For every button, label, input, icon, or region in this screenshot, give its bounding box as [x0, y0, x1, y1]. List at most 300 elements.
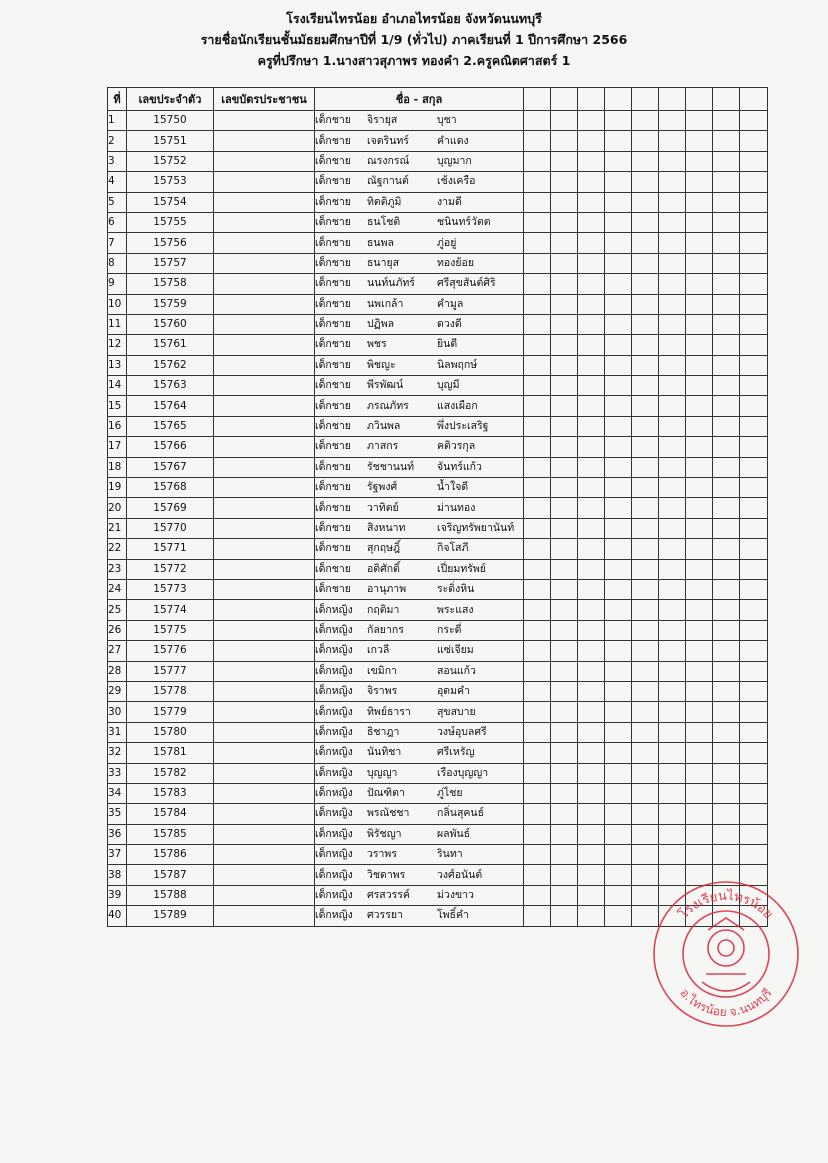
blank-column-header	[524, 88, 551, 111]
national-id-cell	[214, 416, 315, 436]
blank-cell	[632, 579, 659, 599]
student-name	[315, 131, 524, 151]
blank-cell	[740, 885, 768, 905]
student-name	[315, 559, 524, 579]
last-name: บุญมี	[437, 379, 460, 392]
column-header-student-id: เลขประจำตัว	[127, 88, 214, 111]
blank-cell	[524, 865, 551, 885]
table-row	[108, 681, 768, 701]
blank-cell	[713, 111, 740, 131]
blank-cell	[551, 192, 578, 212]
blank-cell	[686, 845, 713, 865]
blank-cell	[659, 518, 686, 538]
national-id-cell	[214, 600, 315, 620]
name-prefix: เด็กชาย	[315, 583, 351, 596]
table-row	[108, 804, 768, 824]
last-name: อุดมคำ	[437, 685, 470, 698]
student-id: 15753	[127, 172, 214, 192]
first-name: พรณัชชา	[367, 807, 410, 820]
blank-cell	[686, 376, 713, 396]
student-name	[315, 437, 524, 457]
blank-cell	[686, 274, 713, 294]
blank-cell	[686, 579, 713, 599]
blank-cell	[632, 824, 659, 844]
student-id: 15771	[127, 539, 214, 559]
row-number: 18	[108, 457, 127, 477]
row-number: 38	[108, 865, 127, 885]
student-id: 15785	[127, 824, 214, 844]
blank-cell	[659, 804, 686, 824]
blank-cell	[578, 172, 605, 192]
blank-column-header	[686, 88, 713, 111]
last-name: ดวงดี	[437, 318, 462, 331]
national-id-cell	[214, 131, 315, 151]
blank-cell	[632, 233, 659, 253]
blank-cell	[659, 416, 686, 436]
name-prefix: เด็กหญิง	[315, 807, 353, 820]
national-id-cell	[214, 559, 315, 579]
first-name: จิรายุส	[367, 114, 398, 127]
row-number: 2	[108, 131, 127, 151]
table-row	[108, 478, 768, 498]
row-number: 37	[108, 845, 127, 865]
table-header-row	[108, 88, 768, 111]
last-name: งามดี	[437, 195, 462, 208]
row-number: 4	[108, 172, 127, 192]
blank-cell	[605, 212, 632, 232]
blank-cell	[605, 437, 632, 457]
blank-cell	[524, 579, 551, 599]
last-name: ผลพันธ์	[437, 827, 471, 840]
name-prefix: เด็กหญิง	[315, 909, 353, 922]
blank-cell	[551, 376, 578, 396]
first-name: ณรงกรณ์	[367, 154, 410, 167]
blank-cell	[578, 376, 605, 396]
blank-cell	[578, 131, 605, 151]
blank-cell	[605, 416, 632, 436]
blank-cell	[686, 314, 713, 334]
blank-cell	[551, 559, 578, 579]
blank-cell	[605, 661, 632, 681]
blank-cell	[578, 579, 605, 599]
student-id: 15773	[127, 579, 214, 599]
first-name: เขมิกา	[367, 664, 397, 677]
blank-cell	[740, 437, 768, 457]
student-id: 15762	[127, 355, 214, 375]
blank-cell	[740, 559, 768, 579]
row-number: 16	[108, 416, 127, 436]
blank-cell	[578, 111, 605, 131]
blank-cell	[524, 783, 551, 803]
blank-cell	[659, 335, 686, 355]
blank-cell	[632, 314, 659, 334]
last-name: โพธิ์คำ	[437, 909, 469, 922]
blank-cell	[713, 518, 740, 538]
blank-cell	[605, 111, 632, 131]
national-id-cell	[214, 253, 315, 273]
first-name: ปัณฑิตา	[367, 787, 405, 800]
last-name: พึ่งประเสริฐ	[437, 420, 489, 433]
blank-cell	[632, 539, 659, 559]
name-prefix: เด็กชาย	[315, 522, 351, 534]
name-prefix: เด็กหญิง	[315, 705, 353, 718]
national-id-cell	[214, 783, 315, 803]
table-row	[108, 396, 768, 416]
row-number: 35	[108, 804, 127, 824]
blank-cell	[578, 845, 605, 865]
first-name: ศรสวรรค์	[367, 889, 410, 902]
blank-cell	[578, 478, 605, 498]
name-prefix: เด็กชาย	[315, 440, 351, 453]
student-id: 15767	[127, 457, 214, 477]
blank-cell	[551, 743, 578, 763]
blank-cell	[524, 661, 551, 681]
blank-cell	[605, 376, 632, 396]
blank-cell	[740, 681, 768, 701]
blank-cell	[740, 804, 768, 824]
blank-cell	[632, 335, 659, 355]
first-name: กัลยากร	[367, 623, 404, 636]
national-id-cell	[214, 661, 315, 681]
blank-cell	[524, 172, 551, 192]
blank-cell	[632, 702, 659, 722]
blank-cell	[713, 620, 740, 640]
student-id: 15750	[127, 111, 214, 131]
student-name	[315, 600, 524, 620]
national-id-cell	[214, 437, 315, 457]
blank-cell	[578, 865, 605, 885]
national-id-cell	[214, 335, 315, 355]
name-prefix: เด็กชาย	[315, 195, 351, 208]
blank-cell	[551, 763, 578, 783]
table-row	[108, 274, 768, 294]
blank-cell	[551, 131, 578, 151]
student-id: 15780	[127, 722, 214, 742]
blank-cell	[713, 457, 740, 477]
blank-cell	[659, 783, 686, 803]
student-id: 15756	[127, 233, 214, 253]
blank-cell	[659, 498, 686, 518]
national-id-cell	[214, 763, 315, 783]
blank-cell	[578, 600, 605, 620]
blank-cell	[524, 192, 551, 212]
blank-cell	[551, 824, 578, 844]
blank-cell	[632, 804, 659, 824]
blank-cell	[713, 641, 740, 661]
blank-cell	[524, 763, 551, 783]
blank-cell	[605, 824, 632, 844]
blank-cell	[578, 885, 605, 905]
blank-cell	[578, 906, 605, 926]
first-name: อติศักดิ์	[367, 562, 400, 575]
blank-cell	[740, 111, 768, 131]
name-prefix: เด็กชาย	[315, 460, 351, 473]
blank-cell	[659, 111, 686, 131]
blank-cell	[551, 437, 578, 457]
row-number: 36	[108, 824, 127, 844]
blank-cell	[740, 783, 768, 803]
blank-cell	[659, 457, 686, 477]
row-number: 28	[108, 661, 127, 681]
student-name	[315, 722, 524, 742]
student-name	[315, 620, 524, 640]
blank-cell	[578, 804, 605, 824]
blank-cell	[578, 355, 605, 375]
student-id: 15776	[127, 641, 214, 661]
blank-cell	[686, 600, 713, 620]
national-id-cell	[214, 865, 315, 885]
blank-cell	[524, 111, 551, 131]
name-prefix: เด็กชาย	[315, 379, 351, 392]
blank-cell	[632, 641, 659, 661]
name-prefix: เด็กชาย	[315, 216, 351, 229]
student-name	[315, 865, 524, 885]
student-id: 15768	[127, 478, 214, 498]
national-id-cell	[214, 641, 315, 661]
row-number: 13	[108, 355, 127, 375]
first-name: นันทิชา	[367, 746, 402, 759]
blank-cell	[605, 743, 632, 763]
blank-cell	[713, 579, 740, 599]
blank-cell	[524, 416, 551, 436]
table-row	[108, 131, 768, 151]
blank-cell	[578, 824, 605, 844]
table-row	[108, 355, 768, 375]
blank-cell	[605, 559, 632, 579]
student-id: 15751	[127, 131, 214, 151]
blank-cell	[713, 376, 740, 396]
blank-cell	[524, 620, 551, 640]
national-id-cell	[214, 804, 315, 824]
blank-cell	[659, 478, 686, 498]
blank-cell	[740, 641, 768, 661]
blank-cell	[551, 294, 578, 314]
blank-cell	[713, 763, 740, 783]
name-prefix: เด็กชาย	[315, 420, 351, 433]
name-prefix: เด็กหญิง	[315, 623, 353, 636]
blank-cell	[632, 498, 659, 518]
student-name	[315, 539, 524, 559]
blank-cell	[605, 845, 632, 865]
row-number: 34	[108, 783, 127, 803]
table-row	[108, 518, 768, 538]
blank-cell	[578, 783, 605, 803]
blank-cell	[605, 457, 632, 477]
blank-cell	[578, 253, 605, 273]
last-name: ระดิ่งหิน	[437, 583, 475, 596]
name-prefix: เด็กหญิง	[315, 603, 353, 616]
blank-cell	[632, 396, 659, 416]
student-id: 15754	[127, 192, 214, 212]
last-name: นิลพฤกษ์	[437, 358, 478, 371]
blank-cell	[713, 212, 740, 232]
student-name	[315, 376, 524, 396]
blank-cell	[551, 314, 578, 334]
blank-cell	[605, 681, 632, 701]
blank-cell	[578, 681, 605, 701]
first-name: รัฐพงศ์	[367, 481, 398, 494]
blank-cell	[605, 294, 632, 314]
blank-cell	[686, 763, 713, 783]
last-name: ศรีเหรัญ	[437, 746, 475, 759]
last-name: น้ำใจดี	[437, 481, 469, 494]
first-name: อานุภาพ	[367, 583, 407, 596]
last-name: เจริญทรัพยานันท์	[437, 522, 515, 534]
blank-cell	[740, 478, 768, 498]
row-number: 3	[108, 151, 127, 171]
student-name	[315, 824, 524, 844]
blank-cell	[740, 845, 768, 865]
blank-cell	[605, 702, 632, 722]
blank-cell	[524, 518, 551, 538]
blank-cell	[551, 212, 578, 232]
table-row	[108, 212, 768, 232]
blank-cell	[659, 641, 686, 661]
blank-cell	[740, 457, 768, 477]
student-id: 15769	[127, 498, 214, 518]
blank-cell	[632, 661, 659, 681]
student-name	[315, 906, 524, 926]
blank-cell	[551, 416, 578, 436]
student-name	[315, 518, 524, 538]
name-prefix: เด็กชาย	[315, 318, 351, 331]
row-number: 23	[108, 559, 127, 579]
table-row	[108, 763, 768, 783]
blank-cell	[605, 355, 632, 375]
table-row	[108, 151, 768, 171]
blank-cell	[686, 192, 713, 212]
student-id: 15770	[127, 518, 214, 538]
blank-cell	[524, 885, 551, 905]
blank-cell	[686, 743, 713, 763]
blank-cell	[524, 131, 551, 151]
row-number: 24	[108, 579, 127, 599]
last-name: ภู่อยู่	[437, 236, 457, 249]
name-prefix: เด็กหญิง	[315, 644, 353, 657]
student-name	[315, 783, 524, 803]
student-id: 15766	[127, 437, 214, 457]
row-number: 6	[108, 212, 127, 232]
student-name	[315, 804, 524, 824]
blank-cell	[686, 416, 713, 436]
last-name: ม่านทอง	[437, 501, 476, 514]
blank-cell	[605, 865, 632, 885]
blank-cell	[713, 131, 740, 151]
blank-cell	[740, 192, 768, 212]
blank-cell	[578, 151, 605, 171]
last-name: รินทา	[437, 848, 463, 861]
blank-cell	[713, 151, 740, 171]
blank-cell	[740, 335, 768, 355]
student-name	[315, 212, 524, 232]
blank-cell	[713, 783, 740, 803]
blank-cell	[686, 783, 713, 803]
student-name	[315, 396, 524, 416]
blank-cell	[551, 865, 578, 885]
school-title: โรงเรียนไทรน้อย อำเภอไทรน้อย จังหวัดนนทบุรี	[286, 11, 542, 26]
blank-cell	[632, 681, 659, 701]
blank-cell	[659, 824, 686, 844]
blank-cell	[551, 722, 578, 742]
national-id-cell	[214, 457, 315, 477]
blank-cell	[686, 131, 713, 151]
student-id: 15783	[127, 783, 214, 803]
national-id-cell	[214, 478, 315, 498]
row-number: 27	[108, 641, 127, 661]
blank-cell	[524, 437, 551, 457]
name-prefix: เด็กชาย	[315, 256, 351, 269]
blank-cell	[578, 335, 605, 355]
student-id: 15781	[127, 743, 214, 763]
first-name: นนท์นภัทร์	[367, 277, 415, 290]
blank-cell	[740, 212, 768, 232]
blank-cell	[632, 865, 659, 885]
blank-cell	[551, 681, 578, 701]
blank-cell	[740, 620, 768, 640]
national-id-cell	[214, 376, 315, 396]
blank-cell	[740, 355, 768, 375]
blank-cell	[605, 763, 632, 783]
first-name: ธนพล	[367, 236, 394, 249]
name-prefix: เด็กหญิง	[315, 664, 353, 677]
last-name: ม่วงขาว	[437, 889, 474, 902]
last-name: สอนแก้ว	[437, 664, 476, 677]
blank-cell	[659, 722, 686, 742]
national-id-cell	[214, 845, 315, 865]
column-header-no: ที่	[108, 88, 127, 111]
row-number: 22	[108, 539, 127, 559]
table-row	[108, 314, 768, 334]
last-name: สุขสบาย	[437, 705, 476, 718]
national-id-cell	[214, 212, 315, 232]
student-name	[315, 151, 524, 171]
first-name: พีรพัฒน์	[367, 379, 404, 392]
blank-cell	[632, 783, 659, 803]
student-id: 15757	[127, 253, 214, 273]
row-number: 10	[108, 294, 127, 314]
blank-cell	[713, 681, 740, 701]
blank-cell	[605, 539, 632, 559]
last-name: ยินดี	[437, 338, 458, 351]
table-row	[108, 661, 768, 681]
row-number: 19	[108, 478, 127, 498]
last-name: กระดี่	[437, 623, 462, 636]
blank-cell	[686, 253, 713, 273]
blank-cell	[578, 396, 605, 416]
table-row	[108, 824, 768, 844]
blank-cell	[713, 192, 740, 212]
last-name: วงษ์อุบลศรี	[437, 725, 487, 738]
student-name	[315, 743, 524, 763]
first-name: ภาสกร	[367, 440, 399, 453]
blank-cell	[659, 743, 686, 763]
student-name	[315, 498, 524, 518]
blank-cell	[686, 294, 713, 314]
blank-cell	[524, 478, 551, 498]
table-row	[108, 233, 768, 253]
blank-cell	[551, 641, 578, 661]
blank-cell	[551, 355, 578, 375]
blank-cell	[524, 804, 551, 824]
blank-cell	[659, 376, 686, 396]
table-row	[108, 743, 768, 763]
blank-cell	[551, 111, 578, 131]
blank-cell	[740, 906, 768, 926]
blank-column-header	[605, 88, 632, 111]
blank-cell	[578, 314, 605, 334]
blank-cell	[551, 620, 578, 640]
advisor-line: ครูที่ปรึกษา 1.นางสาวสุภาพร ทองคำ 2.ครูคณิตศาสตร์ 1	[257, 53, 571, 68]
